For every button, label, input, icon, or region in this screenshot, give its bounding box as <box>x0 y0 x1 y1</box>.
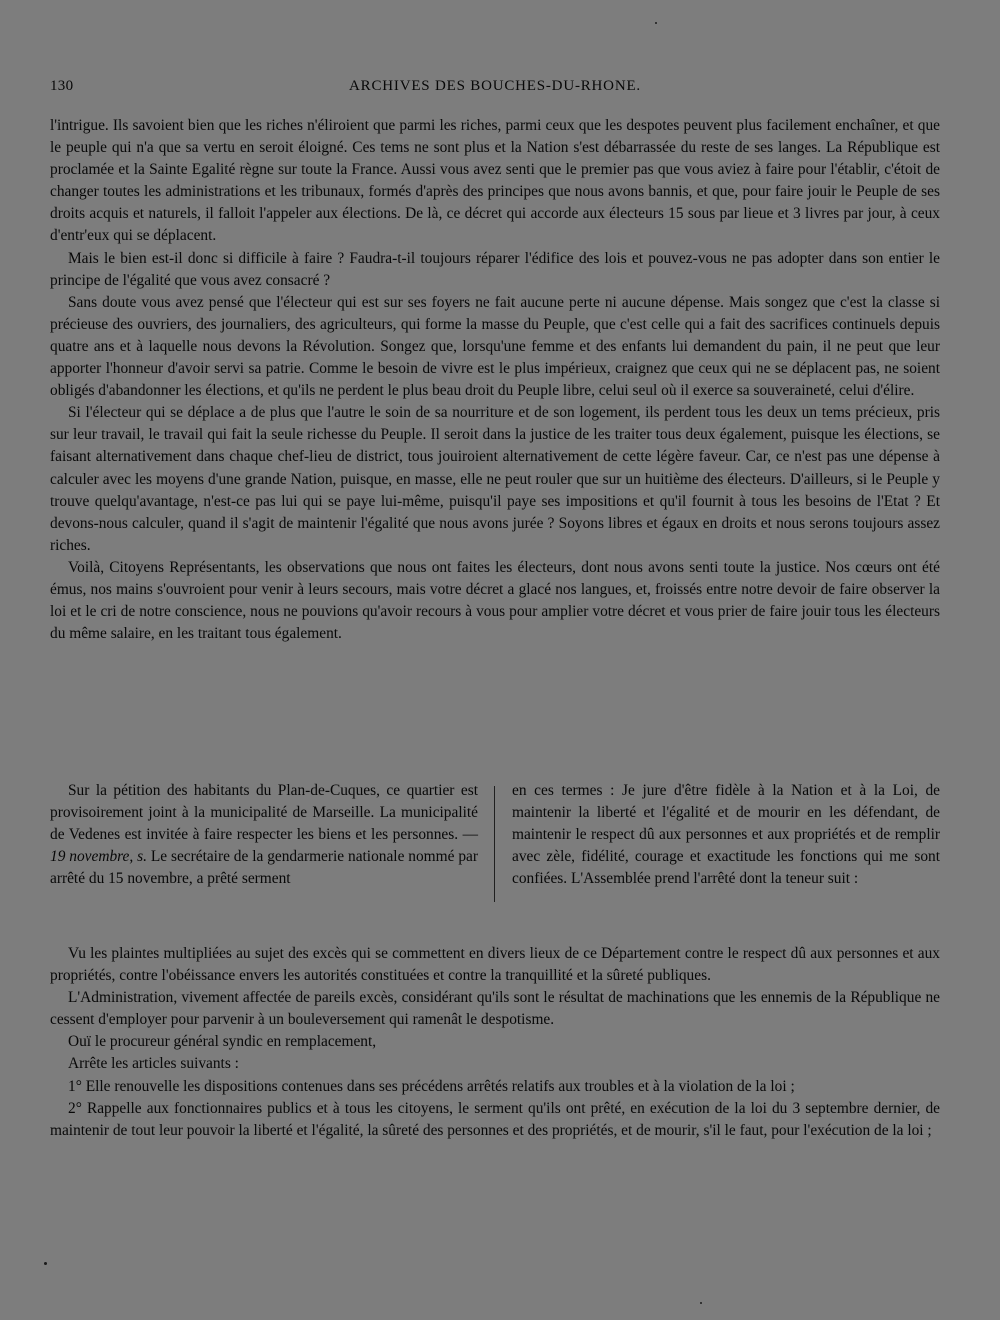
date-19-novembre: 19 novembre, s. <box>50 848 147 866</box>
left-column-paragraph <box>50 780 478 890</box>
column-divider <box>494 786 495 902</box>
page-number: 130 <box>50 78 74 94</box>
running-title: ARCHIVES DES BOUCHES-DU-RHONE. <box>349 78 641 94</box>
oath-paragraph: en ces termes : Je jure d'être fidèle à la Nation et à la Loi, de maintenir la liberté et l'égalité et de mourir en les défendant, de maintenir le respect dû aux personnes et aux propriétés et de remplir avec zèle, fidélité, courage et exactitude les fonctions qui me sont confiées. L'Assemblée prend l'arrêté dont la teneur suit : <box>512 782 940 888</box>
petition-text <box>50 115 940 645</box>
paragraph-sans-doute: Sans doute vous avez pensé que l'électeur qui est sur ses foyers ne fait aucune perte ni aucune dépense. Mais songez que c'est la classe si précieuse des ouvriers, des journaliers, des agriculteurs, qui forme la masse du Peuple, que c'est celle qui a fait des sacrifices continuels depuis quatre ans et à laquelle nous devons la Révolution. Songez que, lorsqu'une femme et des enfants lui demandent du pain, il ne peut que leur apporter l'honneur d'avoir servi sa patrie. Comme le besoin de vivre est le plus impérieux, craignez que ceux qui ne se déplacent pas, ne soient obligés d'abandonner les élections, et qu'ils ne perdent le plus beau droit du Peuple libre, celui seul où il exerce sa souveraineté, celui d'élire. <box>50 293 940 400</box>
scan-speck <box>655 22 657 24</box>
scan-speck <box>700 1302 702 1304</box>
paragraph-arrete: Arrête les articles suivants : <box>68 1055 239 1073</box>
paragraph-administration: L'Administration, vivement affectée de pareils excès, considérant qu'ils sont le résultat de machinations que les ennemis de la République ne cessent d'employer pour parvenir à un bouleversement qui ramenât le despotisme. <box>50 989 940 1029</box>
paragraph-oui-procureur: Ouï le procureur général syndic en remplacement, <box>68 1033 377 1051</box>
plan-de-cuques-text: Sur la pétition des habitants du Plan-de-Cuques, ce quartier est provisoirement joint à la municipalité de Marseille. La municipalité de Vedenes est invitée à faire respecter les biens et les personnes. — <box>50 782 478 844</box>
paragraph-intrigue: l'intrigue. Ils savoient bien que les riches n'éliroient que parmi les riches, parmi ceux que les despotes peuvent plus facilement enchaîner, et que le peuple qui n'a que sa vertu en seroit éloigné. Ces tems ne sont plus et la Nation s'est débarrassée du reste de ses langes. La République est proclamée et la Sainte Egalité règne sur toute la France. Aussi vous avez senti que le premier pas que vous aviez à faire pour l'établir, c'étoit de changer toutes les administrations et les tribunaux, formés d'après des principes que nous avons bannis, et que, pour faire jouir le Peuple de ses droits acquis et naturels, il falloit l'appeler aux élections. De là, ce décret qui accorde aux électeurs 15 sous par lieue et 3 livres par jour, à ceux d'entr'eux qui se déplacent. <box>50 117 940 245</box>
article-2: 2° Rappelle aux fonctionnaires publics et à tous les citoyens, le serment qu'ils ont prêté, en exécution de la loi du 3 septembre dernier, de maintenir de tout leur pouvoir la liberté et l'égalité, la sûreté des personnes et des propriétés, et de mourir, s'il le faut, pour l'exécution de la loi ; <box>50 1099 940 1139</box>
page-header <box>50 78 940 102</box>
paragraph-vu-les-plaintes: Vu les plaintes multipliées au sujet des excès qui se commettent en divers lieux de ce Département contre le respect dû aux personnes et aux propriétés, contre l'obéissance envers les autorités constituées et contre la tranquillité et la sûreté publiques. <box>50 945 940 985</box>
article-1: 1° Elle renouvelle les dispositions contenues dans ses précédens arrêtés relatifs aux troubles et à la violation de la loi ; <box>68 1077 795 1095</box>
gendarmerie-text: Le secrétaire de la gendarmerie nationale nommé par arrêté du 15 novembre, a prêté serment <box>50 848 478 888</box>
paragraph-voila: Voilà, Citoyens Représentants, les observations que nous ont faites les électeurs, dont nous avons senti toute la justice. Nos cœurs ont été émus, nos mains s'ouvroient pour venir à leurs secours, mais votre décret a glacé nos langues, et, froissés entre notre devoir de faire observer la loi et le cri de notre conscience, nous ne pouvions qu'avoir recours à vous pour amplier votre décret et vous prier de faire jouir tous les électeurs du même salaire, en les traitant tous également. <box>50 558 940 643</box>
two-column-section <box>50 780 940 916</box>
paragraph-electeur-deplace: Si l'électeur qui se déplace a de plus que l'autre le soin de sa nourriture et de son logement, ils perdent tous les deux un tems précieux, pris sur leur travail, le travail qui fait la seule richesse du Peuple. Il seroit dans la justice de les traiter tous deux également, puisque les élections, se faisant alternativement dans chaque chef-lieu de district, tous jouiroient alternativement de cette légère faveur. Car, ce n'est pas une dépense à calculer avec les moyens d'une grande Nation, puisque, en masse, elle ne peut rouler que sur un huitième des électeurs. D'ailleurs, si le Peuple y trouve quelqu'avantage, n'est-ce pas lui qui se paye lui-même, puisqu'il paye ses impositions et qu'il fournit à tous les besoins de l'Etat ? Et devons-nous calculer, quand il s'agit de maintenir l'égalité que nous avons jurée ? Soyons libres et égaux en droits et nous serons toujours assez riches. <box>50 404 940 554</box>
paragraph-bien-difficile: Mais le bien est-il donc si difficile à faire ? Faudra-t-il toujours réparer l'édifice des lois et pouvez-vous ne pas adopter dans son entier le principe de l'égalité que vous avez consacré ? <box>50 249 940 289</box>
right-column <box>512 780 940 890</box>
scan-speck <box>44 1262 47 1265</box>
left-column <box>50 780 478 890</box>
arrete-text <box>50 943 940 1142</box>
